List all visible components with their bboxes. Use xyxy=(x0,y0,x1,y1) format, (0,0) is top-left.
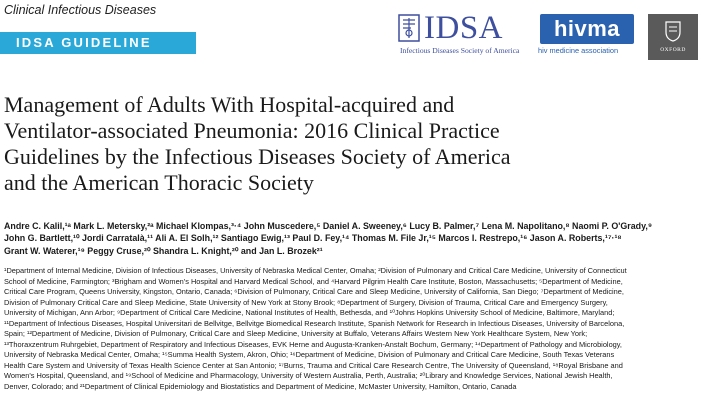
author-line: Andre C. Kalil,¹ᵃ Mark L. Metersky,²ᵃ Michael Klompas,³·⁴ John Muscedere,⁵ Daniel A. Sweeney,⁶ Lucy B. Palmer,⁷ Lena M. Napolitano,⁸ Naomi P. O'Grady,⁹ xyxy=(4,221,653,231)
affiliation-line: ¹³Thoraxzentrum Ruhrgebiet, Department of Respiratory and Infectious Diseases, EVK Herne and Augusta-Kranken-Anstalt Bochum, Germany; ¹⁴Department of Pathology and Microbiology, xyxy=(4,339,622,349)
idsa-wordmark: IDSA xyxy=(424,10,504,46)
idsa-logo xyxy=(398,10,524,58)
hivma-wordmark: hivma xyxy=(540,14,634,44)
author-line: John G. Bartlett,¹⁰ Jordi Carratalà,¹¹ Ali A. El Solh,¹² Santiago Ewig,¹³ Paul D. Fey,¹⁴ Thomas M. File Jr,¹⁵ Marcos I. Restrepo,¹⁶ Jason A. Roberts,¹⁷·¹⁸ xyxy=(4,233,622,244)
oxford-crest-icon xyxy=(665,20,681,42)
idsa-subtitle: Infectious Diseases Society of America xyxy=(400,46,520,55)
affiliation-line: Health Care System and University of Texas Health Science Center at San Antonio; ¹⁷Burns, Trauma and Critical Care Research Centre, The University of Queensland, ¹⁸Royal Brisbane and xyxy=(4,360,623,370)
affiliations xyxy=(4,266,704,392)
title-line: and the American Thoracic Society xyxy=(4,170,314,195)
article-title xyxy=(4,92,694,196)
affiliation-line: University of Michigan, Ann Arbor; ⁹Department of Critical Care Medicine, National Institutes of Health, Bethesda, and ¹⁰Johns Hopkins University School of Medicine, Baltimore, Maryland; xyxy=(4,308,615,317)
affiliation-line: Division of Pulmonary Critical Care and Sleep Medicine, State University of New York at Stony Brook; ⁸Department of Surgery, Division of Trauma, Critical Care and Emergency Surgery, xyxy=(4,297,608,307)
author-line: Grant W. Waterer,¹⁹ Peggy Cruse,²⁰ Shandra L. Knight,²⁰ and Jan L. Brozek²¹ xyxy=(4,245,323,256)
affiliation-line: Women's Hospital, Queensland, and ¹⁹School of Medicine and Pharmacology, University of Western Australia, Perth, Australia; ²⁰Library and Knowledge Services, National Jewish Health, xyxy=(4,371,613,380)
title-line: Guidelines by the Infectious Diseases Society of America xyxy=(4,144,511,169)
affiliation-line: ¹¹Department of Infectious Diseases, Hospital Universitari de Bellvitge, Bellvitge Biomedical Research Institute, Spanish Network for Research in Infectious Diseases, University of Barcelona, xyxy=(4,318,625,328)
oxford-logo xyxy=(648,14,698,60)
hivma-subtitle: hiv medicine association xyxy=(538,46,619,55)
affiliation-line: Denver, Colorado; and ²¹Department of Clinical Epidemiology and Biostatistics and Department of Medicine, McMaster University, Hamilton, Ontario, Canada xyxy=(4,381,517,391)
affiliation-line: School of Medicine, Farmington; ³Brigham and Women's Hospital and Harvard Medical School, and ⁴Harvard Pilgrim Health Care Institute, Boston, Massachusetts; ⁵Department of Medicine, xyxy=(4,276,623,286)
oxford-wordmark: OXFORD xyxy=(660,47,686,53)
affiliation-line: Critical Care Program, Queens University, Kingston, Ontario, Canada; ⁶Division of Pulmonary, Critical Care and Sleep Medicine, University of California, San Diego; ⁷Department of Medicine, xyxy=(4,287,624,296)
affiliation-line: University of Nebraska Medical Center, Omaha; ¹⁵Summa Health System, Akron, Ohio; ¹⁶Department of Medicine, Division of Pulmonary and Critical Care Medicine, South Texas Veterans xyxy=(4,350,615,359)
title-line: Ventilator-associated Pneumonia: 2016 Clinical Practice xyxy=(4,118,500,143)
section-banner: IDSA GUIDELINE xyxy=(0,32,196,54)
affiliation-line: Spain; ¹²Department of Medicine, Division of Pulmonary, Critical Care and Sleep Medicine, University at Buffalo, Veterans Affairs Western New York Healthcare System, New York; xyxy=(4,329,588,338)
author-list xyxy=(4,220,704,257)
hivma-logo xyxy=(534,14,638,58)
idsa-emblem-icon xyxy=(398,14,422,44)
journal-name: Clinical Infectious Diseases xyxy=(4,3,157,17)
title-line: Management of Adults With Hospital-acquired and xyxy=(4,92,455,117)
affiliation-line: ¹Department of Internal Medicine, Division of Infectious Diseases, University of Nebraska Medical Center, Omaha; ²Division of Pulmonary and Critical Care Medicine, University of Connecticut xyxy=(4,266,627,275)
